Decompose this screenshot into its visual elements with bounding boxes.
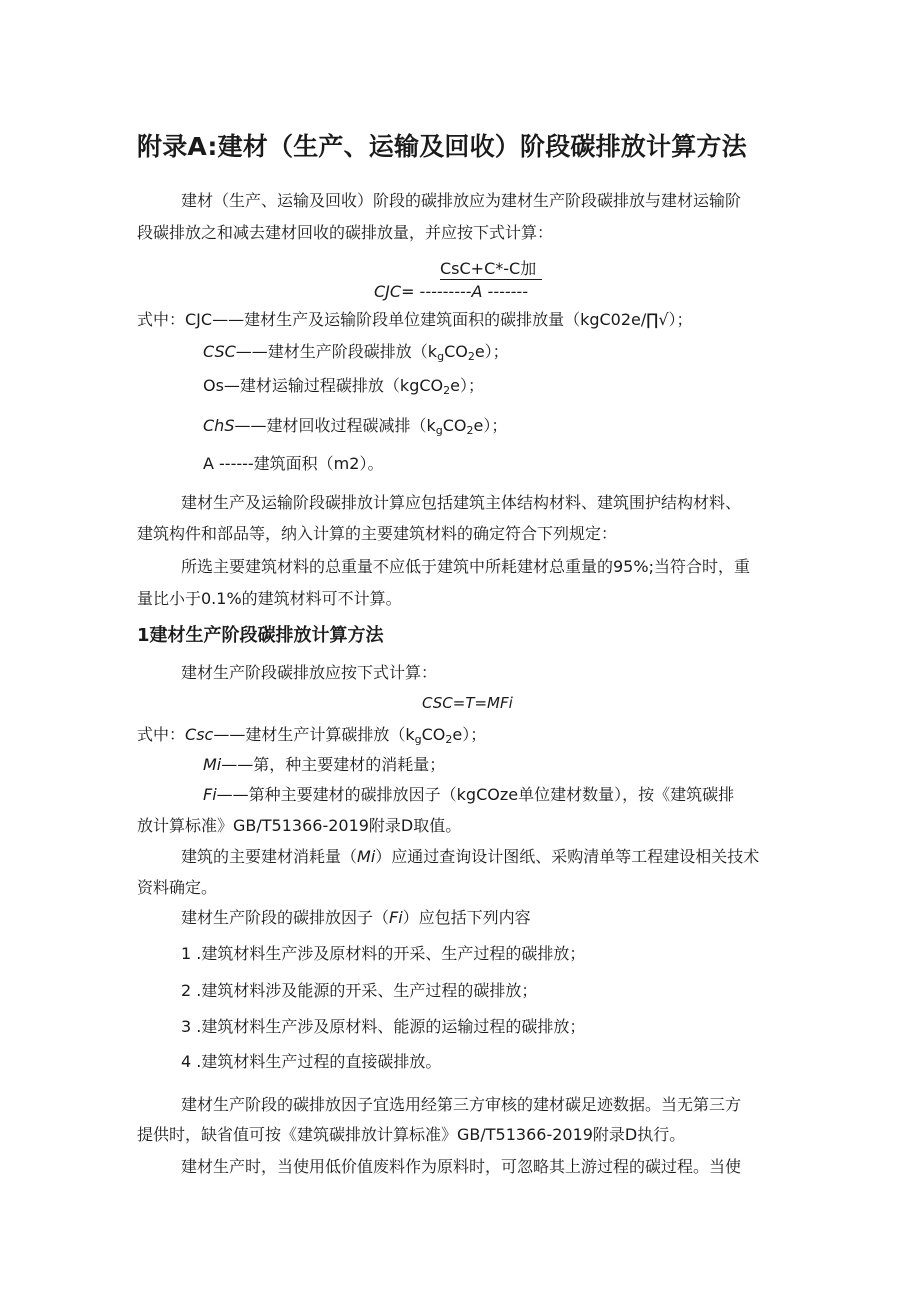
def-os-2: 2 (443, 384, 451, 397)
formula-numerator: CsC+C*-C加 (440, 259, 537, 278)
def-csc (203, 341, 509, 368)
def-mi-text: ——第，种主要建材的消耗量； (221, 755, 446, 774)
para2-line-1: 所选主要建筑材料的总重量不应低于建筑中所耗建材总重量的95%;当符合时，重 (181, 557, 750, 576)
def-csc-section-end: e）； (452, 725, 487, 744)
page-title: 附录A:建材（生产、运输及回收）阶段碳排放计算方法 (137, 132, 747, 161)
para1-line-1: 建材生产及运输阶段碳排放计算应包括建筑主体结构材料、建筑围护结构材料、 (181, 493, 742, 512)
def-chs-symbol: ChS (203, 416, 235, 435)
formula-denominator: CJC= ---------A ------- (374, 282, 528, 301)
def-csc-text: ——建材生产阶段碳排放（k (235, 342, 438, 361)
para1-line-2: 建筑构件和部品等，纳入计算的主要建筑材料的确定符合下列规定： (137, 524, 618, 543)
def-fi (203, 784, 734, 806)
section-heading: 1建材生产阶段碳排放计算方法 (137, 625, 384, 646)
def-chs-text: ——建材回收过程碳减排（k (234, 416, 436, 435)
def-chs-2: 2 (466, 424, 474, 437)
def-fi-text: ——第种主要建材的碳排放因子（kgCOze单位建材数量），按《建筑碳排 (216, 785, 735, 804)
def-chs-co: CO (442, 416, 467, 435)
def-csc-g: g (437, 350, 445, 363)
para-mi-line-1 (181, 846, 759, 868)
para-third-line-1: 建材生产阶段的碳排放因子宜选用经第三方审核的建材碳足迹数据。当无第三方 (181, 1095, 742, 1114)
formula-fraction-bar (440, 279, 542, 280)
para-fi (181, 907, 531, 929)
def-csc-section-g: g (414, 733, 422, 746)
def-csc-section-2: 2 (445, 733, 453, 746)
def-mi (203, 754, 445, 776)
def-csc-2: 2 (467, 350, 475, 363)
def-csc-symbol: CSC (203, 342, 236, 361)
def-fi-symbol: Fi (203, 785, 217, 804)
def-csc-section (137, 724, 486, 751)
def-csc-end: e）； (474, 342, 509, 361)
def-csc-section-co: CO (421, 725, 446, 744)
def-area: A ------建筑面积（m2）。 (203, 454, 384, 473)
def-os-text: Os—建材运输过程碳排放（kgCO (203, 376, 444, 395)
para-mi-text-a: 建筑的主要建材消耗量（ (181, 847, 358, 866)
def-prefix: 式中： (137, 725, 186, 744)
list-item: 3 .建筑材料生产涉及原材料、能源的运输过程的碳排放； (181, 1017, 586, 1036)
list-item: 1 .建筑材料生产涉及原材料的开采、生产过程的碳排放； (181, 944, 586, 963)
def-os-end: e）； (450, 376, 484, 395)
list-item: 2 .建筑材料涉及能源的开采、生产过程的碳排放； (181, 981, 538, 1000)
para-third-line-2: 提供时，缺省值可按《建筑碳排放计算标准》GB/T51366-2019附录D执行。 (137, 1125, 686, 1144)
def-mi-symbol: Mi (203, 755, 222, 774)
def-chs-end: e）； (473, 416, 508, 435)
intro-line-1: 建材（生产、运输及回收）阶段的碳排放应为建材生产阶段碳排放与建材运输阶 (181, 191, 742, 210)
para-fi-text-b: ）应包括下列内容 (402, 908, 531, 927)
def-csc-section-text: ——建材生产计算碳排放（k (213, 725, 415, 744)
def-chs-g: g (435, 424, 443, 437)
def-csc-co: CO (444, 342, 468, 361)
para-fi-text-a: 建材生产阶段的碳排放因子（ (181, 908, 390, 927)
para2-line-2: 量比小于0.1%的建筑材料可不计算。 (137, 589, 402, 608)
def-cjc: 式中：CJC——建材生产及运输阶段单位建筑面积的碳排放量（kgC02e∕∏√）； (137, 310, 693, 329)
def-chs (203, 415, 507, 442)
def-os (203, 375, 484, 402)
section-intro: 建材生产阶段碳排放应按下式计算： (181, 663, 438, 682)
para-mi-symbol: Mi (357, 847, 376, 866)
para-waste-line-1: 建材生产时，当使用低价值废料作为原料时，可忽略其上游过程的碳过程。当使 (181, 1157, 742, 1176)
def-csc-section-symbol: Csc (185, 725, 214, 744)
list-item: 4 .建筑材料生产过程的直接碳排放。 (181, 1052, 442, 1071)
intro-line-2: 段碳排放之和减去建材回收的碳排放量，并应按下式计算： (137, 223, 554, 242)
para-mi-line-2: 资料确定。 (137, 878, 218, 897)
def-fi-line-2: 放计算标准》GB/T51366-2019附录D取值。 (137, 816, 462, 835)
formula-csc: CSC=T=MFi (422, 694, 513, 712)
para-mi-text-b: ）应通过查询设计图纸、采购清单等工程建设相关技术 (375, 847, 760, 866)
para-fi-symbol: Fi (389, 908, 403, 927)
